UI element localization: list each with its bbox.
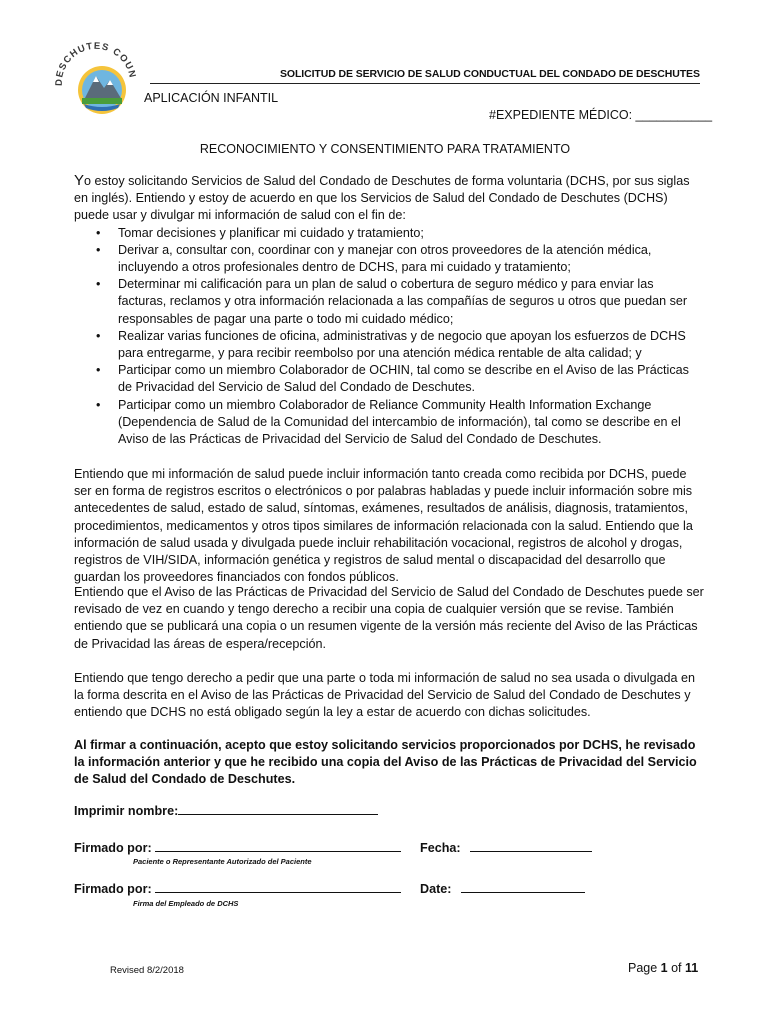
date-label: Date:: [420, 882, 452, 896]
date-field-2[interactable]: [420, 881, 585, 896]
intro-text: o estoy solicitando Servicios de Salud del Condado de Deschutes de forma voluntaria (DCHS, por sus siglas en inglés). Entiendo y estoy de acuerdo en que los Servicios de Salud del Condado de Deschutes (DCHS) puede usar y divulgar mi información de salud con el fin de:: [74, 174, 690, 223]
patient-signature-field[interactable]: [74, 840, 401, 855]
seal-arc-text: DESCHUTES COUN: [53, 40, 138, 87]
page-prefix: Page: [628, 961, 661, 975]
list-item: [74, 397, 704, 449]
bullet-icon: •: [96, 277, 101, 292]
employee-signature-label: Firmado por:: [74, 882, 152, 896]
list-item-text: Realizar varias funciones de oficina, administrativas y de negocio que apoyan los esfuerzos de DCHS para entregarme, y para recibir reembolso por una atención médica rentable de alta calidad; y: [118, 328, 686, 361]
paragraph-text: Entiendo que tengo derecho a pedir que una parte o toda mi información de salud no sea usada o divulgada en la forma descrita en el Aviso de las Prácticas de Privacidad del Servicio de Salud del Condado de Deschutes y entiendo que DCHS no está obligado según la ley a estar de acuerdo con dichas solicitudes.: [74, 671, 696, 720]
employee-signature-caption: Firma del Empleado de DCHS: [133, 899, 239, 908]
patient-signature-caption: Paciente o Representante Autorizado del Paciente: [133, 857, 312, 866]
list-item-text: Participar como un miembro Colaborador de Reliance Community Health Information Exchange (Dependencia de Salud de la Comunidad del intercambio de información), tal como se describe en el Aviso de las Prácticas de Privacidad del Servicio de Salud del Condado de Deschutes.: [118, 397, 681, 447]
employee-signature-line[interactable]: [155, 881, 401, 893]
list-item: [74, 276, 704, 328]
intro-paragraph: [74, 172, 704, 225]
list-item: [74, 328, 704, 362]
intro-drop-letter: Y: [74, 172, 85, 189]
patient-signature-label: Firmado por:: [74, 841, 152, 855]
page-current: 1: [660, 961, 668, 975]
page-total: 11: [685, 961, 699, 975]
page-of: of: [667, 961, 685, 975]
list-item-text: Participar como un miembro Colaborador de OCHIN, tal como se describe en el Aviso de las Prácticas de Privacidad del Servicio de Salud del Condado de Deschutes.: [118, 363, 689, 395]
list-item-text: Determinar mi calificación para un plan de salud o cobertura de seguro médico y para enviar las facturas, reclamos y otra información relacionada a las compañías de seguros u otros que puedan ser responsables de pagar una parte o todo mi cuidado médico;: [118, 277, 688, 326]
health-info-paragraph: [74, 466, 704, 586]
bullet-icon: •: [96, 225, 101, 240]
list-item-text: Tomar decisiones y planificar mi cuidado y tratamiento;: [118, 225, 424, 240]
date-field-1[interactable]: [420, 840, 592, 855]
page-number: [628, 961, 698, 975]
bullet-icon: •: [96, 328, 101, 343]
restriction-paragraph: [74, 670, 704, 722]
bullet-icon: •: [96, 363, 101, 378]
purpose-list: [74, 225, 704, 449]
list-item: [74, 362, 704, 396]
medical-record-number: #EXPEDIENTE MÉDICO: ___________: [489, 108, 713, 122]
list-item-text: Derivar a, consultar con, coordinar con y manejar con otros proveedores de la atención médica, incluyendo a otros profesionales dentro de DCHS, para mi cuidado y tratamiento;: [118, 242, 652, 275]
patient-signature-line[interactable]: [155, 840, 401, 852]
print-name-field[interactable]: [74, 803, 378, 818]
intro-section: [74, 172, 704, 448]
paragraph-text: Entiendo que el Aviso de las Prácticas de Privacidad del Servicio de Salud del Condado de Deschutes puede ser revisado de vez en cuando y tengo derecho a recibir una copia de cualquier versión que se revise. También entiendo que se publicará una copia o un resumen vigente de la versión más reciente del Aviso de las Prácticas de Privacidad las áreas de espera/recepción.: [74, 585, 704, 651]
revision-date: Revised 8/2/2018: [110, 965, 184, 976]
date-line[interactable]: [470, 840, 592, 852]
form-title: SOLICITUD DE SERVICIO DE SALUD CONDUCTUAL DEL CONDADO DE DESCHUTES: [280, 68, 700, 80]
date-line[interactable]: [461, 881, 585, 893]
bullet-icon: •: [96, 397, 101, 412]
deschutes-county-seal-icon: [50, 40, 142, 116]
paragraph-text: Entiendo que mi información de salud puede incluir información tanto creada como recibida por DCHS, puede ser en forma de registros escritos o electrónicos o por palabras habladas y puede incluir información sobre mis antecedentes de salud, estado de salud, síntomas, exámenes, resultados de análisis, diagnosis, tratamientos, procedimientos, medicamentos y otros tipos similares de información relacionada con la salud. Entiendo que la información de salud usada y divulgada puede incluir rehabilitación vocacional, registros de alcohol y drogas, registros de VIH/SIDA, información genética y registros de salud mental o discapacidad del desarrollo que guardan los proveedores financiados con fondos públicos.: [74, 467, 693, 585]
bullet-icon: •: [96, 242, 101, 257]
list-item: [74, 242, 704, 276]
print-name-label: Imprimir nombre:: [74, 804, 179, 818]
paragraph-text: Al firmar a continuación, acepto que estoy solicitando servicios proporcionados por DCHS, he revisado la información anterior y que he recibido una copia del Aviso de las Prácticas de Privacidad del Servicio de Salud del Condado de Deschutes.: [74, 738, 697, 787]
employee-signature-field[interactable]: [74, 881, 401, 896]
agreement-statement: [74, 737, 704, 789]
list-item: [74, 225, 704, 242]
header-divider: [150, 83, 700, 84]
privacy-notice-paragraph: [74, 584, 704, 653]
consent-title: RECONOCIMIENTO Y CONSENTIMIENTO PARA TRATAMIENTO: [199, 142, 571, 156]
print-name-line[interactable]: [178, 803, 378, 815]
form-subtitle: APLICACIÓN INFANTIL: [144, 91, 279, 105]
date-label: Fecha:: [420, 841, 461, 855]
